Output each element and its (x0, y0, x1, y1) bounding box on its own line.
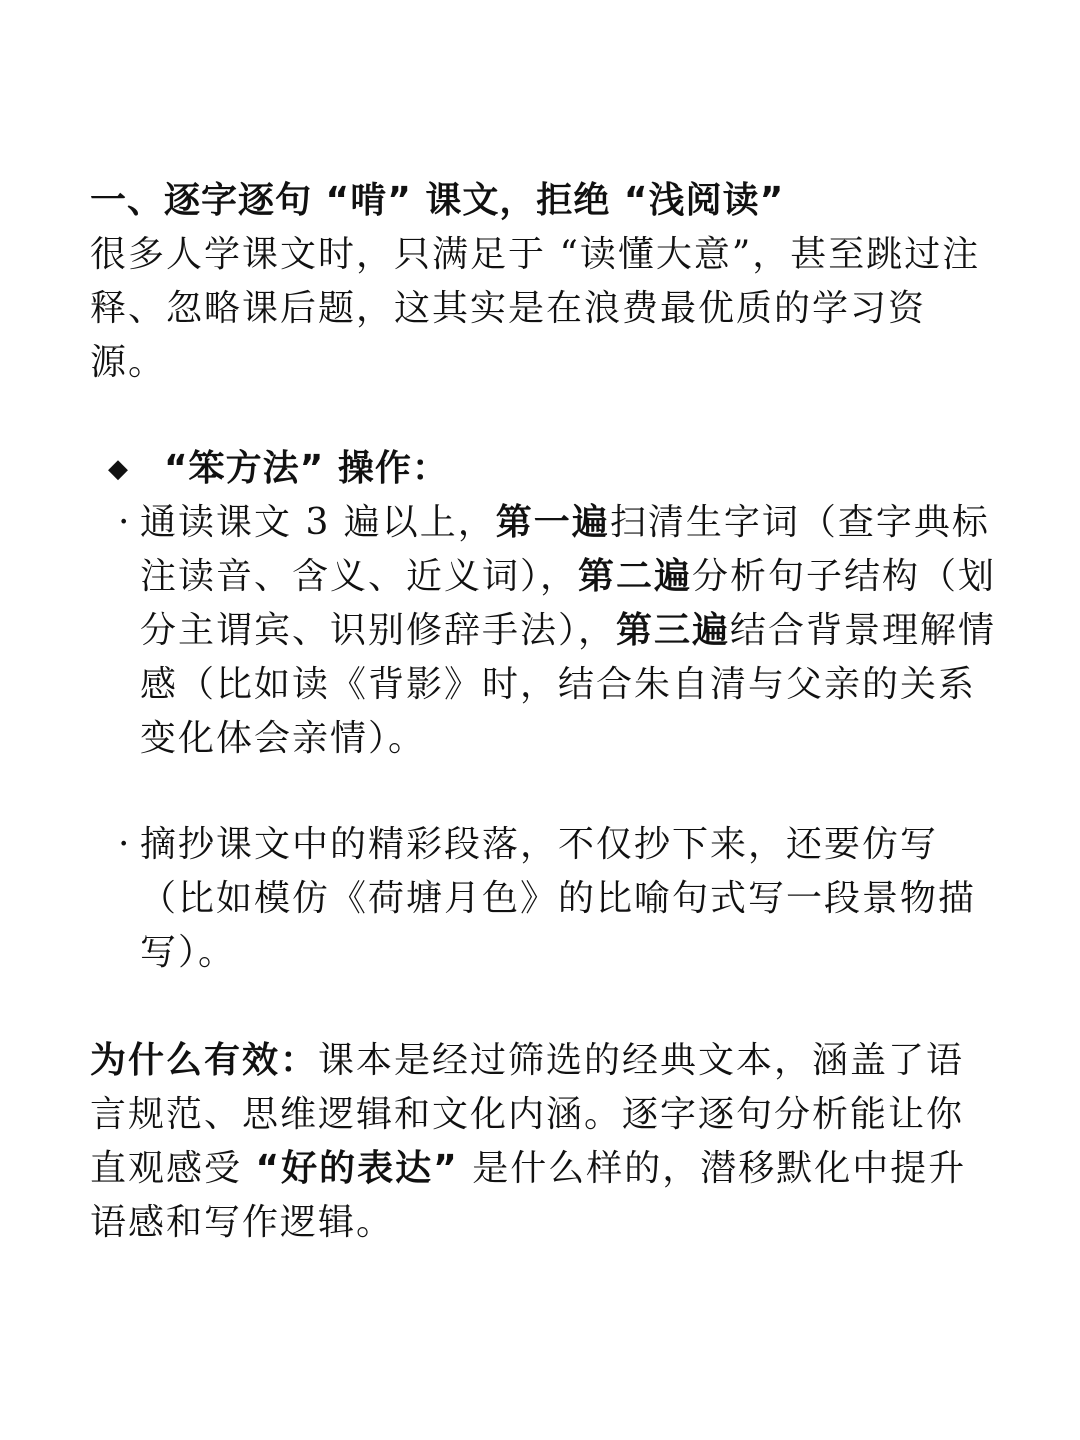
emphasis-good-expression: “好的表达” (255, 1148, 459, 1189)
method-heading-text: “笨方法” 操作： (164, 448, 449, 489)
text-run: 结合背景理解情感（比如读《背影》时，结合朱自清与父亲的关系变化体会亲情）。 (140, 610, 997, 759)
method-item-reading (118, 496, 998, 766)
diamond-icon: ◆ (108, 454, 129, 484)
why-effective-paragraph (90, 1034, 990, 1250)
why-label: 为什么有效： (90, 1040, 319, 1081)
text-run: 通读课文 3 遍以上， (140, 502, 496, 543)
section-title: 一、逐字逐句 “啃” 课文，拒绝 “浅阅读” (90, 180, 785, 221)
emphasis-third-pass: 第三遍 (616, 610, 731, 651)
emphasis-first-pass: 第一遍 (495, 502, 610, 543)
method-heading (108, 442, 449, 496)
method-item-text: 摘抄课文中的精彩段落，不仅抄下来，还要仿写（比如模仿《荷塘月色》的比喻句式写一段景物描写）。 (140, 824, 977, 973)
text-run: 是什么样的，潜移默化中提升语感和写作逻辑。 (90, 1148, 967, 1243)
bullet-dot-icon: · (118, 502, 132, 543)
text-run: 课本是经过筛选的经典文本，涵盖了语言规范、思维逻辑和文化内涵。逐字逐句分析能让你直观感受 (90, 1040, 965, 1189)
method-item-text (118, 496, 998, 766)
text-run: 扫清生字词（查字典标注读音、含义、近义词）， (140, 502, 990, 597)
method-item-excerpt (118, 818, 998, 980)
text-run: 分析句子结构（划分主谓宾、识别修辞手法）， (140, 556, 997, 651)
bullet-dot-icon: · (118, 824, 132, 865)
intro-paragraph: 很多人学课文时，只满足于 “读懂大意”，甚至跳过注释、忽略课后题，这其实是在浪费最优质的学习资源。 (90, 234, 981, 383)
emphasis-second-pass: 第二遍 (578, 556, 693, 597)
